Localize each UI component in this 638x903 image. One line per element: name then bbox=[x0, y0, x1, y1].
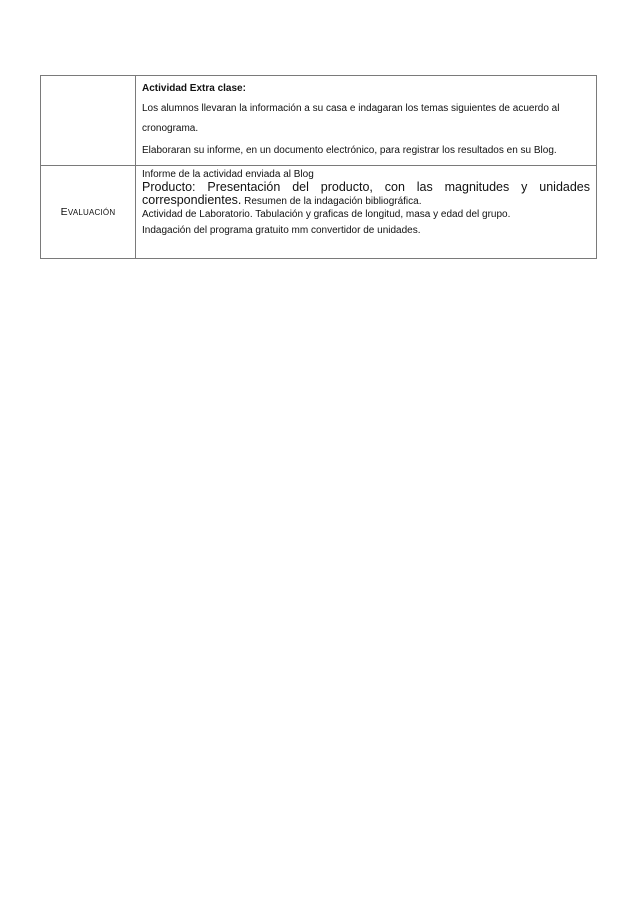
activity-heading: Actividad Extra clase: bbox=[142, 83, 246, 94]
activity-row bbox=[41, 76, 597, 166]
evaluation-line-1: Informe de la actividad enviada al Blog bbox=[142, 169, 314, 180]
activity-content-cell bbox=[136, 76, 597, 166]
evaluation-row bbox=[41, 166, 597, 259]
planning-table bbox=[40, 75, 597, 259]
evaluation-line-5: Indagación del programa gratuito mm convertidor de unidades. bbox=[142, 225, 421, 236]
evaluation-content-cell bbox=[136, 166, 597, 259]
activity-paragraph-1: Los alumnos llevaran la información a su casa e indagaran los temas siguientes de acuerdo al cronograma. bbox=[142, 103, 560, 134]
evaluation-line-4: Actividad de Laboratorio. Tabulación y graficas de longitud, masa y edad del grupo. bbox=[142, 209, 511, 220]
evaluation-line-3: correspondientes. Resumen de la indagación bibliográfica. bbox=[142, 193, 422, 207]
evaluation-line-2: Producto: Presentación del producto, con las magnitudes y unidades bbox=[142, 180, 590, 194]
evaluation-label-cell bbox=[41, 166, 136, 259]
activity-paragraph-2: Elaboraran su informe, en un documento electrónico, para registrar los resultados en su Blog. bbox=[142, 145, 557, 156]
activity-label-cell bbox=[41, 76, 136, 166]
evaluation-label: E VALUACIÓN bbox=[60, 206, 116, 218]
